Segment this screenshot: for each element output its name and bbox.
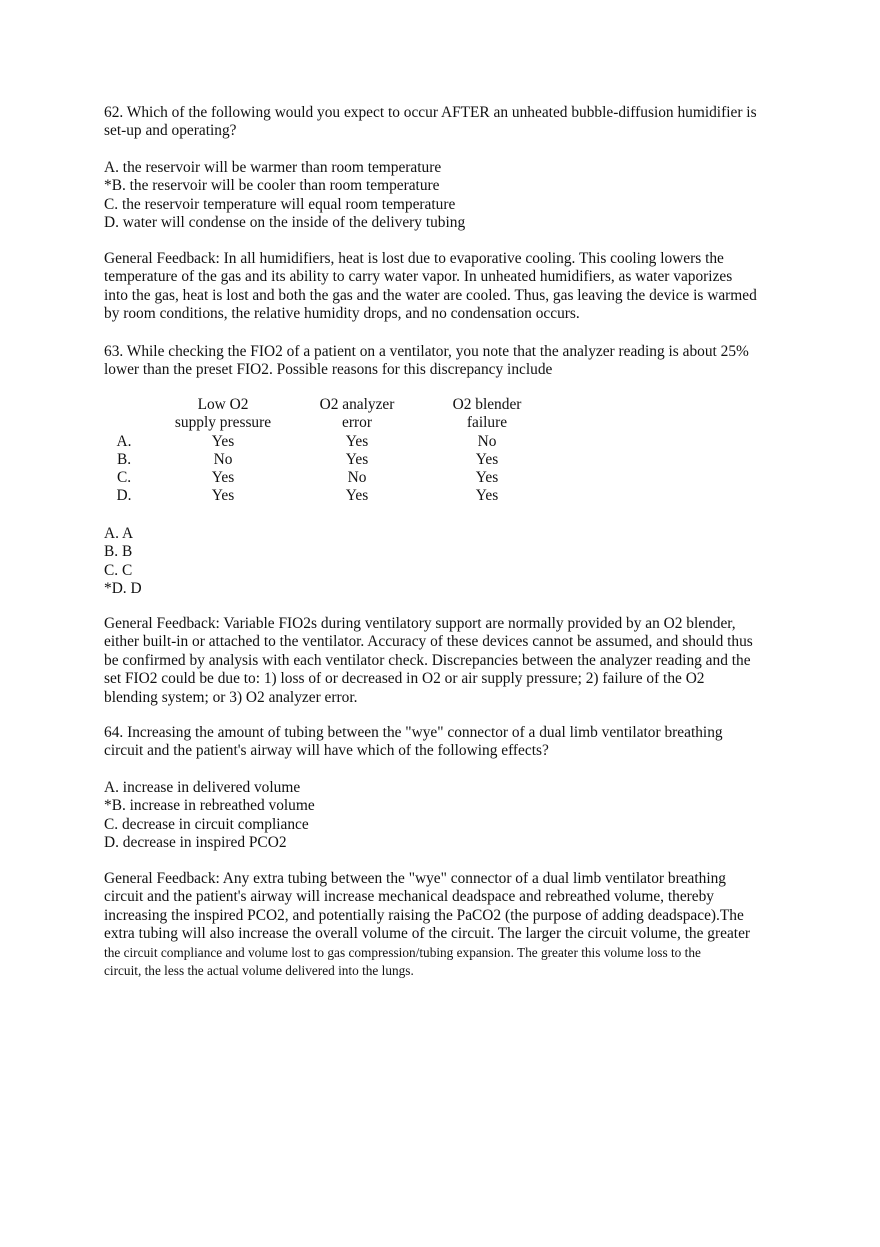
cell: Yes xyxy=(211,469,235,487)
text-line: the circuit compliance and volume lost to gas compression/tubing expansion. The greater this volume loss to the xyxy=(104,944,701,960)
text-line: circuit and the patient's airway will increase mechanical deadspace and rebreathed volume, thereby xyxy=(104,888,714,906)
table-row xyxy=(104,433,542,451)
text-line: temperature of the gas and its ability to carry water vapor. In unheated humidifiers, as water vaporizes xyxy=(104,268,733,286)
text-line: lower than the preset FIO2. Possible reasons for this discrepancy include xyxy=(104,361,553,379)
q64-feedback xyxy=(104,870,794,980)
option-d: *D. D xyxy=(104,580,142,598)
text-line: circuit, the less the actual volume delivered into the lungs. xyxy=(104,962,414,978)
q64-question xyxy=(104,724,794,761)
text-line: into the gas, heat is lost and both the gas and the water are cooled. Thus, gas leaving the device is warmed xyxy=(104,286,757,304)
row-label: A. xyxy=(116,432,132,450)
cell: Yes xyxy=(475,487,499,505)
q62-feedback xyxy=(104,250,794,324)
option-d: D. decrease in inspired PCO2 xyxy=(104,834,287,852)
text-line: General Feedback: In all humidifiers, heat is lost due to evaporative cooling. This cooling lowers the xyxy=(104,250,724,267)
text-line: 62. Which of the following would you expect to occur AFTER an unheated bubble-diffusion humidifier is xyxy=(104,104,757,121)
cell: Yes xyxy=(211,432,235,450)
text-line: increasing the inspired PCO2, and potentially raising the PaCO2 (the purpose of adding deadspace).The xyxy=(104,906,744,924)
cell: No xyxy=(347,469,367,487)
q63-table xyxy=(104,396,542,506)
cell: Yes xyxy=(345,432,369,450)
header-cell: O2 analyzer xyxy=(319,396,395,413)
q62-options xyxy=(104,159,794,233)
text-line: blending system; or 3) O2 analyzer error. xyxy=(104,688,358,706)
row-label: D. xyxy=(116,487,132,505)
header-cell: supply pressure xyxy=(174,414,272,432)
option-c: C. C xyxy=(104,561,133,579)
option-b: *B. the reservoir will be cooler than room temperature xyxy=(104,177,440,195)
text-line: by room conditions, the relative humidity drops, and no condensation occurs. xyxy=(104,305,580,323)
option-b: *B. increase in rebreathed volume xyxy=(104,797,315,815)
text-line: 64. Increasing the amount of tubing between the "wye" connector of a dual limb ventilator breathing xyxy=(104,724,723,741)
row-label: B. xyxy=(116,450,132,468)
text-line: be confirmed by analysis with each ventilator check. Discrepancies between the analyzer reading and the xyxy=(104,651,751,669)
cell: No xyxy=(477,432,497,450)
text-line: extra tubing will also increase the overall volume of the circuit. The larger the circuit volume, the greater xyxy=(104,925,751,943)
header-cell: O2 blender xyxy=(452,396,522,413)
cell: No xyxy=(213,450,233,468)
option-d: D. water will condense on the inside of the delivery tubing xyxy=(104,214,466,232)
text-line: either built-in or attached to the ventilator. Accuracy of these devices cannot be assumed, and should thus xyxy=(104,633,753,651)
cell: Yes xyxy=(345,487,369,505)
text-line: 63. While checking the FIO2 of a patient on a ventilator, you note that the analyzer reading is about 25% xyxy=(104,343,749,360)
cell: Yes xyxy=(211,487,235,505)
cell: Yes xyxy=(475,450,499,468)
row-label: C. xyxy=(116,469,132,487)
table-row xyxy=(104,451,542,469)
q64-options xyxy=(104,779,794,853)
text-line: set FIO2 could be due to: 1) loss of or decreased in O2 or air supply pressure; 2) failure of the O2 xyxy=(104,670,705,688)
text-line: General Feedback: Any extra tubing between the "wye" connector of a dual limb ventilator breathing xyxy=(104,870,726,887)
option-a: A. increase in delivered volume xyxy=(104,779,301,796)
option-c: C. decrease in circuit compliance xyxy=(104,815,309,833)
option-b: B. B xyxy=(104,543,133,561)
header-cell: failure xyxy=(466,414,508,432)
q63-question xyxy=(104,343,794,380)
q63-feedback xyxy=(104,615,794,707)
option-a: A. A xyxy=(104,525,134,542)
q62-question xyxy=(104,104,794,141)
table-row xyxy=(104,469,542,487)
header-cell: error xyxy=(342,414,372,432)
option-c: C. the reservoir temperature will equal room temperature xyxy=(104,195,456,213)
header-cell: Low O2 xyxy=(197,396,249,413)
cell: Yes xyxy=(475,469,499,487)
text-line: circuit and the patient's airway will have which of the following effects? xyxy=(104,742,549,760)
q63-options xyxy=(104,525,794,599)
cell: Yes xyxy=(345,450,369,468)
text-line: set-up and operating? xyxy=(104,122,237,140)
table-row xyxy=(104,487,542,505)
option-a: A. the reservoir will be warmer than room temperature xyxy=(104,159,442,176)
text-line: General Feedback: Variable FIO2s during ventilatory support are normally provided by an O2 blender, xyxy=(104,615,736,632)
